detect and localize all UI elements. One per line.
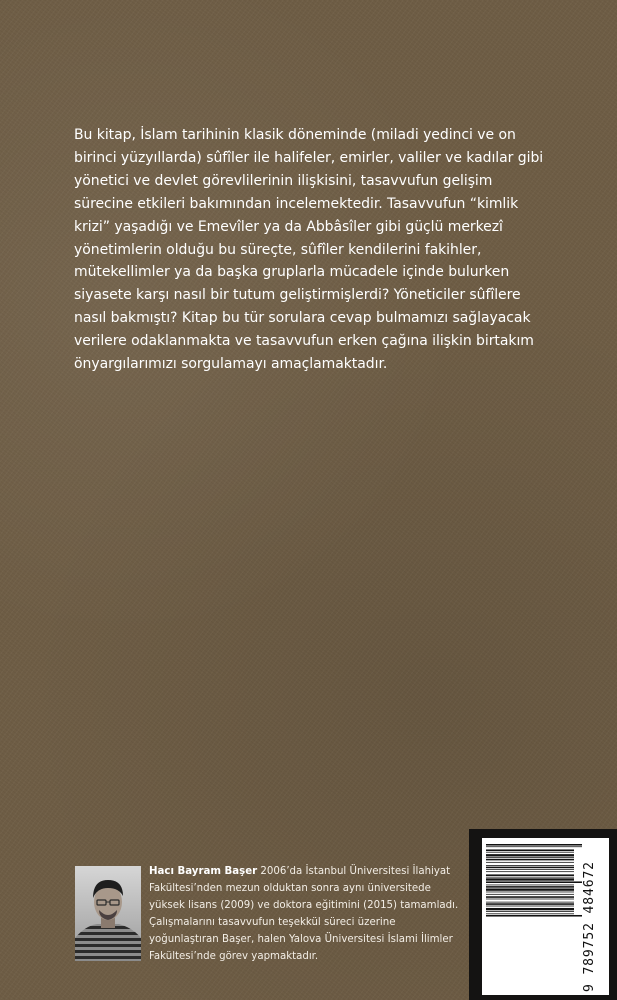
barcode-bar (486, 854, 574, 856)
barcode-bar (486, 911, 574, 912)
barcode-bar (486, 913, 574, 914)
barcode-bar (486, 896, 574, 898)
barcode-bar (486, 844, 582, 846)
barcode-bar (486, 859, 574, 861)
barcode-bar (486, 867, 574, 869)
barcode-bar (486, 869, 574, 870)
barcode-bar (486, 888, 574, 890)
author-bio (149, 863, 464, 966)
barcode-bar (486, 902, 574, 903)
barcode-bar (486, 852, 574, 853)
book-synopsis: Bu kitap, İslam tarihinin klasik döneminde (miladi yedinci ve on birinci yüzyıllarda) sûfîler ile halifeler, emirler, valiler ve kadılar gibi yönetici ve devlet görevlilerinin ilişkisini, tasavvufun gelişim sürecine etkileri bakımından incelemektedir. Tasavvufun “kimlik krizi” yaşadığı ve Emevîler ya da Abbâsîler gibi güçlü merkezî yönetimlerin olduğu bu süreçte, sûfîler kendilerini fakihler, mütekellimler ya da başka gruplarla mücadele içinde bulurken siyasete karşı nasıl bir tutum geliştirmişlerdi? Yöneticiler sûfîlere nasıl bakmıştı? Kitap bu tür sorulara cevap bulmamızı sağlayacak verilere odaklanmakta ve tasavvufun erken çağına ilişkin birtakım önyargılarımızı sorgulamayı amaçlamaktadır. (74, 127, 544, 373)
author-bio-text: 2006’da İstanbul Üniversitesi İlahiyat Fakültesi’nden mezun olduktan sonra aynı üniversitede yüksek lisans (2009) ve doktora eğitimini (2015) tamamladı. Çalışmalarını tasavvufun teşekkül süreci üzerine yoğunlaştıran Başer, halen Yalova Üniversitesi İslami İlimler Fakültesi’nde görev yapmaktadır. (149, 866, 459, 963)
barcode-bar (486, 878, 574, 880)
barcode-bar (486, 846, 582, 847)
barcode-bar (486, 885, 574, 886)
barcode-bar (486, 906, 574, 907)
isbn-number: 9 789752 484672 (582, 861, 597, 992)
author-photo (75, 866, 141, 961)
barcode-bar (486, 886, 574, 888)
isbn-barcode (482, 838, 609, 995)
barcode-bar (486, 881, 582, 883)
barcode-bar (486, 915, 582, 917)
barcode-bar (486, 892, 574, 893)
barcode-bar (486, 903, 574, 905)
barcode-bar (486, 862, 574, 863)
barcode-bars (486, 843, 582, 991)
barcode-bar (486, 877, 574, 878)
barcode-bar (486, 899, 574, 900)
barcode-bar (486, 871, 574, 872)
barcode-bar (486, 849, 574, 851)
author-portrait-image (75, 866, 141, 961)
barcode-bar (486, 865, 574, 866)
barcode-bar (486, 894, 574, 895)
barcode-bar (486, 857, 574, 858)
barcode-bar (486, 908, 574, 910)
barcode-bar (486, 874, 574, 876)
author-name: Hacı Bayram Başer (149, 866, 258, 877)
